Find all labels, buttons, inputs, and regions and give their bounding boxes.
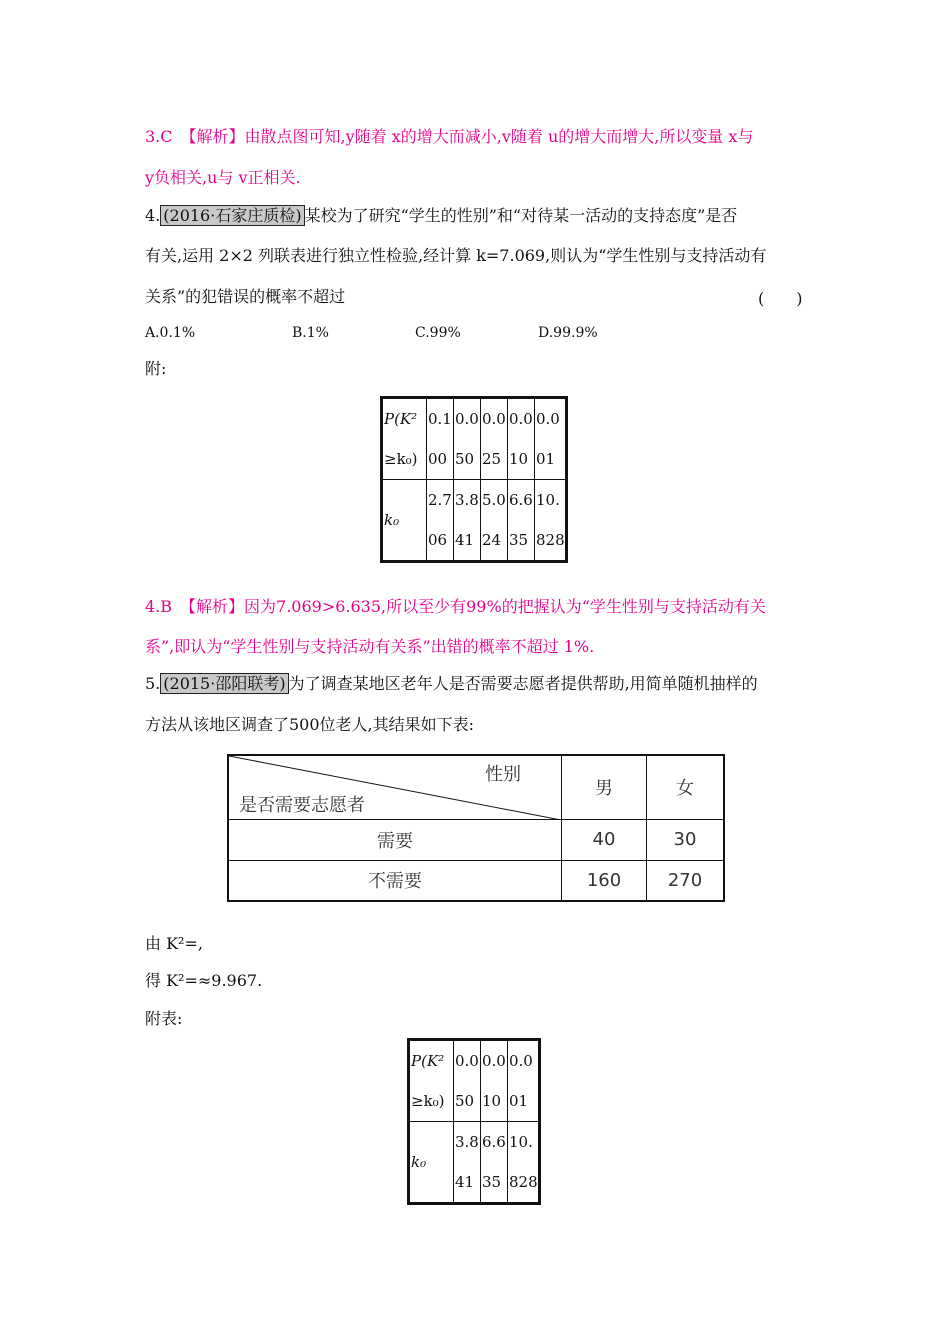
- option-a: A.0.1%: [145, 325, 196, 341]
- table-head-cell: k₀: [382, 480, 427, 562]
- table-cell: 2.7 06: [427, 480, 454, 562]
- answer-4-line-1: 4.B 【解析】因为7.069>6.635,所以至少有99%的把握认为“学生性别与支持活动有关: [145, 597, 766, 616]
- question-5-line-1: [145, 673, 758, 695]
- table-head-cell: P(K² ≥k₀): [409, 1040, 454, 1122]
- row-label: 需要: [228, 819, 562, 860]
- table-cell: 0.0 50: [454, 398, 481, 480]
- option-c: C.99%: [415, 325, 461, 341]
- option-b: B.1%: [292, 325, 329, 341]
- table-cell: 0.0 25: [481, 398, 508, 480]
- table-row: [228, 819, 724, 860]
- question-5-line-2: 方法从该地区调查了500位老人,其结果如下表:: [145, 715, 475, 734]
- table-row: [382, 480, 567, 562]
- table-cell: 0.0 50: [454, 1040, 481, 1122]
- question-4-text-1: 某校为了研究“学生的性别”和“对待某一活动的支持态度”是否: [304, 206, 738, 225]
- question-5-source-tag: (2015·邵阳联考): [160, 673, 288, 694]
- column-header-male: 男: [562, 755, 647, 819]
- table-cell: 0.0 01: [535, 398, 567, 480]
- table-cell: 270: [647, 860, 725, 901]
- table-cell: 0.0 10: [481, 1040, 508, 1122]
- question-5-appendix-label: 附表:: [145, 1009, 183, 1028]
- table-cell: 10. 828: [508, 1122, 540, 1204]
- critical-value-table-2: [407, 1038, 541, 1205]
- critical-value-table-1: [380, 396, 568, 563]
- table-cell: 160: [562, 860, 647, 901]
- corner-label-bottom: 是否需要志愿者: [239, 794, 365, 816]
- table-cell: 10. 828: [535, 480, 567, 562]
- question-5-number: 5.: [145, 674, 161, 693]
- table-cell: 6.6 35: [481, 1122, 508, 1204]
- formula-line-1: 由 K²=,: [145, 934, 203, 953]
- row-label: 不需要: [228, 860, 562, 901]
- table-row: [382, 398, 567, 480]
- option-d: D.99.9%: [538, 325, 598, 341]
- question-4-appendix-label: 附:: [145, 359, 167, 378]
- table-cell: 40: [562, 819, 647, 860]
- question-4-line-1: [145, 205, 737, 227]
- formula-line-2: 得 K²=≈9.967.: [145, 971, 263, 990]
- answer-4-line-2: 系”,即认为“学生性别与支持活动有关系”出错的概率不超过 1%.: [145, 637, 595, 656]
- table-cell: 0.0 10: [508, 398, 535, 480]
- answer-3-line-2: y负相关,u与 v正相关.: [145, 168, 301, 187]
- column-header-female: 女: [647, 755, 725, 819]
- table-cell: 0.0 01: [508, 1040, 540, 1122]
- corner-label-top: 性别: [485, 764, 521, 785]
- answer-3-line-1: 3.C 【解析】由散点图可知,y随着 x的增大而减小,v随着 u的增大而增大,所以变量 x与: [145, 127, 754, 146]
- table-row: [228, 860, 724, 901]
- question-4-line-3: 关系”的犯错误的概率不超过: [145, 287, 346, 306]
- question-4-number: 4.: [145, 206, 161, 225]
- table-cell: 3.8 41: [454, 480, 481, 562]
- survey-table: [227, 754, 725, 902]
- question-5-text-1: 为了调查某地区老年人是否需要志愿者提供帮助,用简单随机抽样的: [288, 674, 758, 693]
- table-row: [409, 1040, 540, 1122]
- answer-blank: ( ): [758, 289, 803, 308]
- table-head-cell: P(K² ≥k₀): [382, 398, 427, 480]
- table-cell: 0.1 00: [427, 398, 454, 480]
- question-4-source-tag: (2016·石家庄质检): [160, 205, 304, 226]
- table-row: [409, 1122, 540, 1204]
- table-cell: 5.0 24: [481, 480, 508, 562]
- table-cell: 3.8 41: [454, 1122, 481, 1204]
- table-head-cell: k₀: [409, 1122, 454, 1204]
- table-cell: 30: [647, 819, 725, 860]
- corner-header-cell: [228, 755, 562, 819]
- table-cell: 6.6 35: [508, 480, 535, 562]
- question-4-line-2: 有关,运用 2×2 列联表进行独立性检验,经计算 k=7.069,则认为“学生性别与支持活动有: [145, 246, 767, 265]
- table-row: [228, 755, 724, 819]
